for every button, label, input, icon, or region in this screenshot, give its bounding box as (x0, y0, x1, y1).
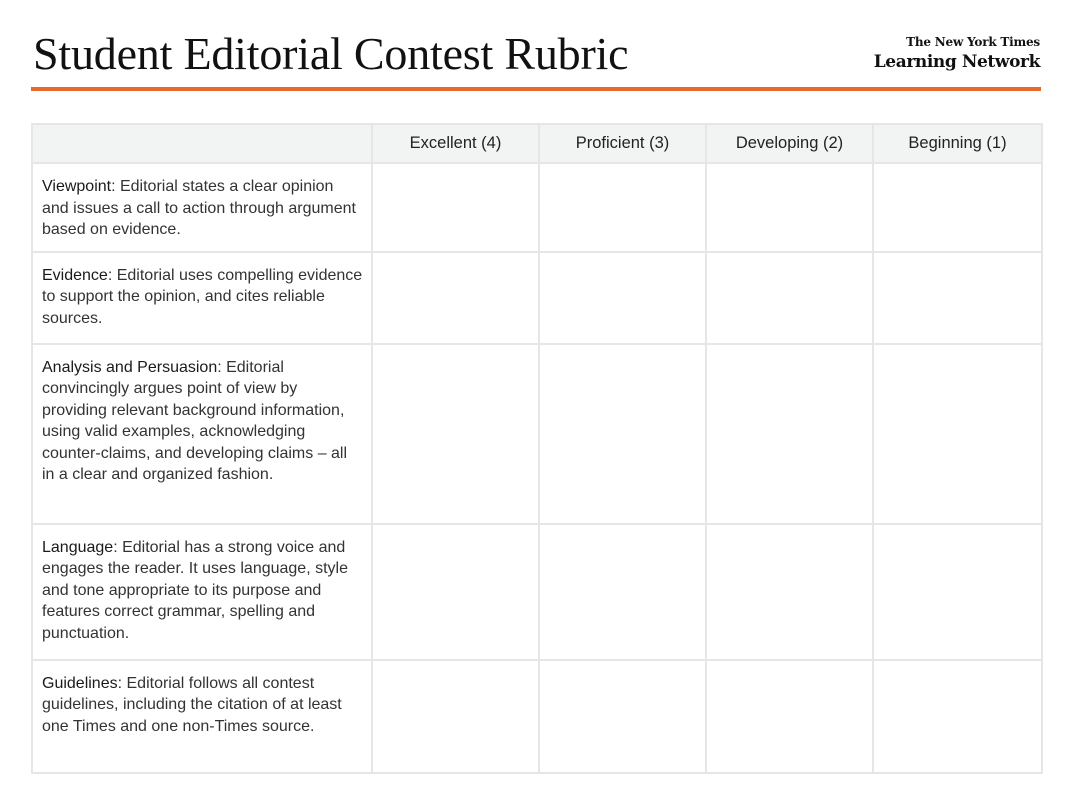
score-cell-proficient (539, 252, 706, 344)
page-title: Student Editorial Contest Rubric (33, 28, 629, 79)
criterion-name: Analysis and Persuasion (42, 358, 218, 376)
criterion-name: Language (42, 538, 114, 556)
criterion-description: Editorial follows all contest guidelines, including the citation of at least one Times and one non-Times source. (42, 674, 342, 735)
column-header-proficient: Proficient (3) (539, 124, 706, 163)
rubric-row-language (32, 524, 1042, 660)
rubric-row-evidence (32, 252, 1042, 344)
score-cell-excellent (372, 163, 539, 252)
criterion-cell: Viewpoint: Editorial states a clear opinion and issues a call to action through argument based on evidence. (32, 163, 372, 252)
score-cell-beginning (873, 252, 1042, 344)
score-cell-proficient (539, 163, 706, 252)
score-cell-excellent (372, 252, 539, 344)
criterion-name: Viewpoint (42, 178, 112, 195)
criterion-cell: Guidelines: Editorial follows all contest guidelines, including the citation of at least one Times and one non-Times source. (32, 660, 372, 773)
column-header-beginning: Beginning (1) (873, 124, 1042, 163)
column-header-excellent: Excellent (4) (372, 124, 539, 163)
criterion-description: Editorial has a strong voice and engages the reader. It uses language, style and tone appropriate to its purpose and features correct grammar, spelling and punctuation. (42, 538, 348, 642)
score-cell-developing (706, 344, 873, 524)
score-cell-excellent (372, 660, 539, 773)
score-cell-proficient (539, 344, 706, 524)
criterion-cell: Language: Editorial has a strong voice and engages the reader. It uses language, style and tone appropriate to its purpose and features correct grammar, spelling and punctuation. (32, 524, 372, 660)
score-cell-proficient (539, 524, 706, 660)
criterion-cell: Analysis and Persuasion: Editorial convincingly argues point of view by providing relevant background information, using valid examples, acknowledging counter-claims, and developing claims – all in a clear and organized fashion. (32, 344, 372, 524)
learning-network-wordmark: Learning Network (873, 52, 1040, 72)
nyt-learning-network-logo (874, 34, 1040, 74)
score-cell-beginning (873, 660, 1042, 773)
criterion-description: Editorial uses compelling evidence to support the opinion, and cites reliable sources. (42, 266, 363, 327)
score-cell-developing (706, 660, 873, 773)
score-cell-beginning (873, 524, 1042, 660)
score-cell-developing (706, 524, 873, 660)
score-cell-excellent (372, 344, 539, 524)
rubric-row-viewpoint (32, 163, 1042, 252)
score-cell-proficient (539, 660, 706, 773)
score-cell-developing (706, 163, 873, 252)
score-cell-excellent (372, 524, 539, 660)
criterion-cell: Evidence: Editorial uses compelling evidence to support the opinion, and cites reliable sources. (32, 252, 372, 344)
rubric-row-analysis-and-persuasion (32, 344, 1042, 524)
criterion-name: Evidence (42, 266, 108, 284)
criterion-description: Editorial states a clear opinion and issues a call to action through argument based on evidence. (42, 178, 356, 238)
column-header-criteria (32, 124, 372, 163)
accent-divider (31, 87, 1041, 91)
score-cell-developing (706, 252, 873, 344)
nyt-masthead: The New York Times (906, 35, 1040, 49)
rubric-row-guidelines (32, 660, 1042, 773)
rubric-header-row (32, 124, 1042, 163)
score-cell-beginning (873, 163, 1042, 252)
column-header-developing: Developing (2) (706, 124, 873, 163)
criterion-description: Editorial convincingly argues point of view by providing relevant background information, using valid examples, acknowledging counter-claims, and developing claims – all in a clear and organized fashion. (42, 358, 348, 483)
score-cell-beginning (873, 344, 1042, 524)
criterion-name: Guidelines (42, 674, 118, 692)
rubric-table (31, 123, 1043, 774)
